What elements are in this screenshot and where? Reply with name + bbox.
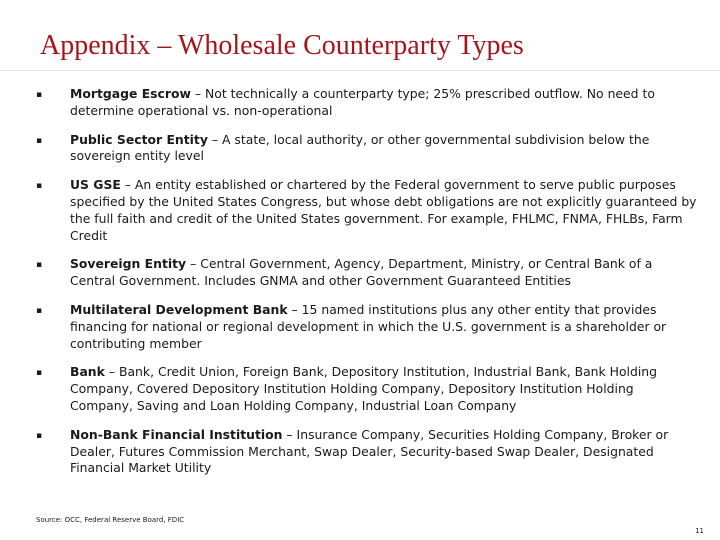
term-description: – Bank, Credit Union, Foreign Bank, Depository Institution, Industrial Bank, Bank Holding Company, Covered Depository Institution Holding Company, Depository Institution Holding Company, Saving and Loan Holding Company, Industrial Loan Company [70, 364, 658, 413]
list-item-text [70, 427, 698, 477]
list-item [36, 132, 698, 166]
term-label: US GSE [70, 177, 121, 193]
list-item [36, 177, 698, 244]
list-item [36, 256, 698, 290]
bullet-icon: ▪ [36, 181, 43, 192]
term-label: Public Sector Entity [70, 131, 208, 147]
list-item-text [70, 86, 698, 120]
page-number: 11 [695, 527, 704, 535]
term-description: – Insurance Company, Securities Holding Company, Broker or Dealer, Futures Commission Merchant, Swap Dealer, Security-based Swap Dealer, Designated Financial Market Utility [70, 426, 669, 476]
list-item-text [70, 256, 698, 290]
list-item-text [70, 364, 698, 414]
term-label: Bank [70, 364, 105, 380]
bullet-icon: ▪ [36, 368, 43, 379]
title-divider [0, 70, 720, 71]
term-label: Non-Bank Financial Institution [70, 426, 283, 442]
counterparty-type-list [36, 86, 698, 489]
list-item-text [70, 177, 698, 244]
page-title: Appendix – Wholesale Counterparty Types [40, 30, 524, 61]
bullet-icon: ▪ [36, 90, 43, 100]
list-item [36, 364, 698, 414]
term-label: Multilateral Development Bank [70, 301, 288, 317]
list-item [36, 86, 698, 120]
list-item [36, 302, 698, 352]
source-note: Source: OCC, Federal Reserve Board, FDIC [36, 516, 185, 524]
term-label: Sovereign Entity [70, 256, 187, 272]
term-description: – 15 named institutions plus any other entity that provides financing for national or regional development in which the U.S. government is a shareholder or contributing member [70, 301, 667, 351]
list-item [36, 427, 698, 477]
term-label: Mortgage Escrow [70, 86, 191, 101]
list-item-text [70, 302, 698, 352]
bullet-icon: ▪ [36, 135, 43, 146]
bullet-icon: ▪ [36, 305, 43, 316]
term-description: – An entity established or chartered by the Federal government to serve public purposes specified by the United States Congress, but whose debt obligations are not explicitly guaranteed by the full faith and credit of the United States government. For example, FHLMC, FNMA, FHLBs, Farm Credit [70, 177, 697, 243]
term-description: – A state, local authority, or other governmental subdivision below the sovereign entity level [70, 131, 650, 164]
term-description: – Central Government, Agency, Department, Ministry, or Central Bank of a Central Government. Includes GNMA and other Government Guaranteed Entities [70, 256, 653, 289]
bullet-icon: ▪ [36, 430, 43, 441]
list-item-text [70, 132, 698, 166]
term-description: – Not technically a counterparty type; 25% prescribed outflow. No need to determine operational vs. non-operational [70, 86, 655, 118]
bullet-icon: ▪ [36, 260, 43, 271]
